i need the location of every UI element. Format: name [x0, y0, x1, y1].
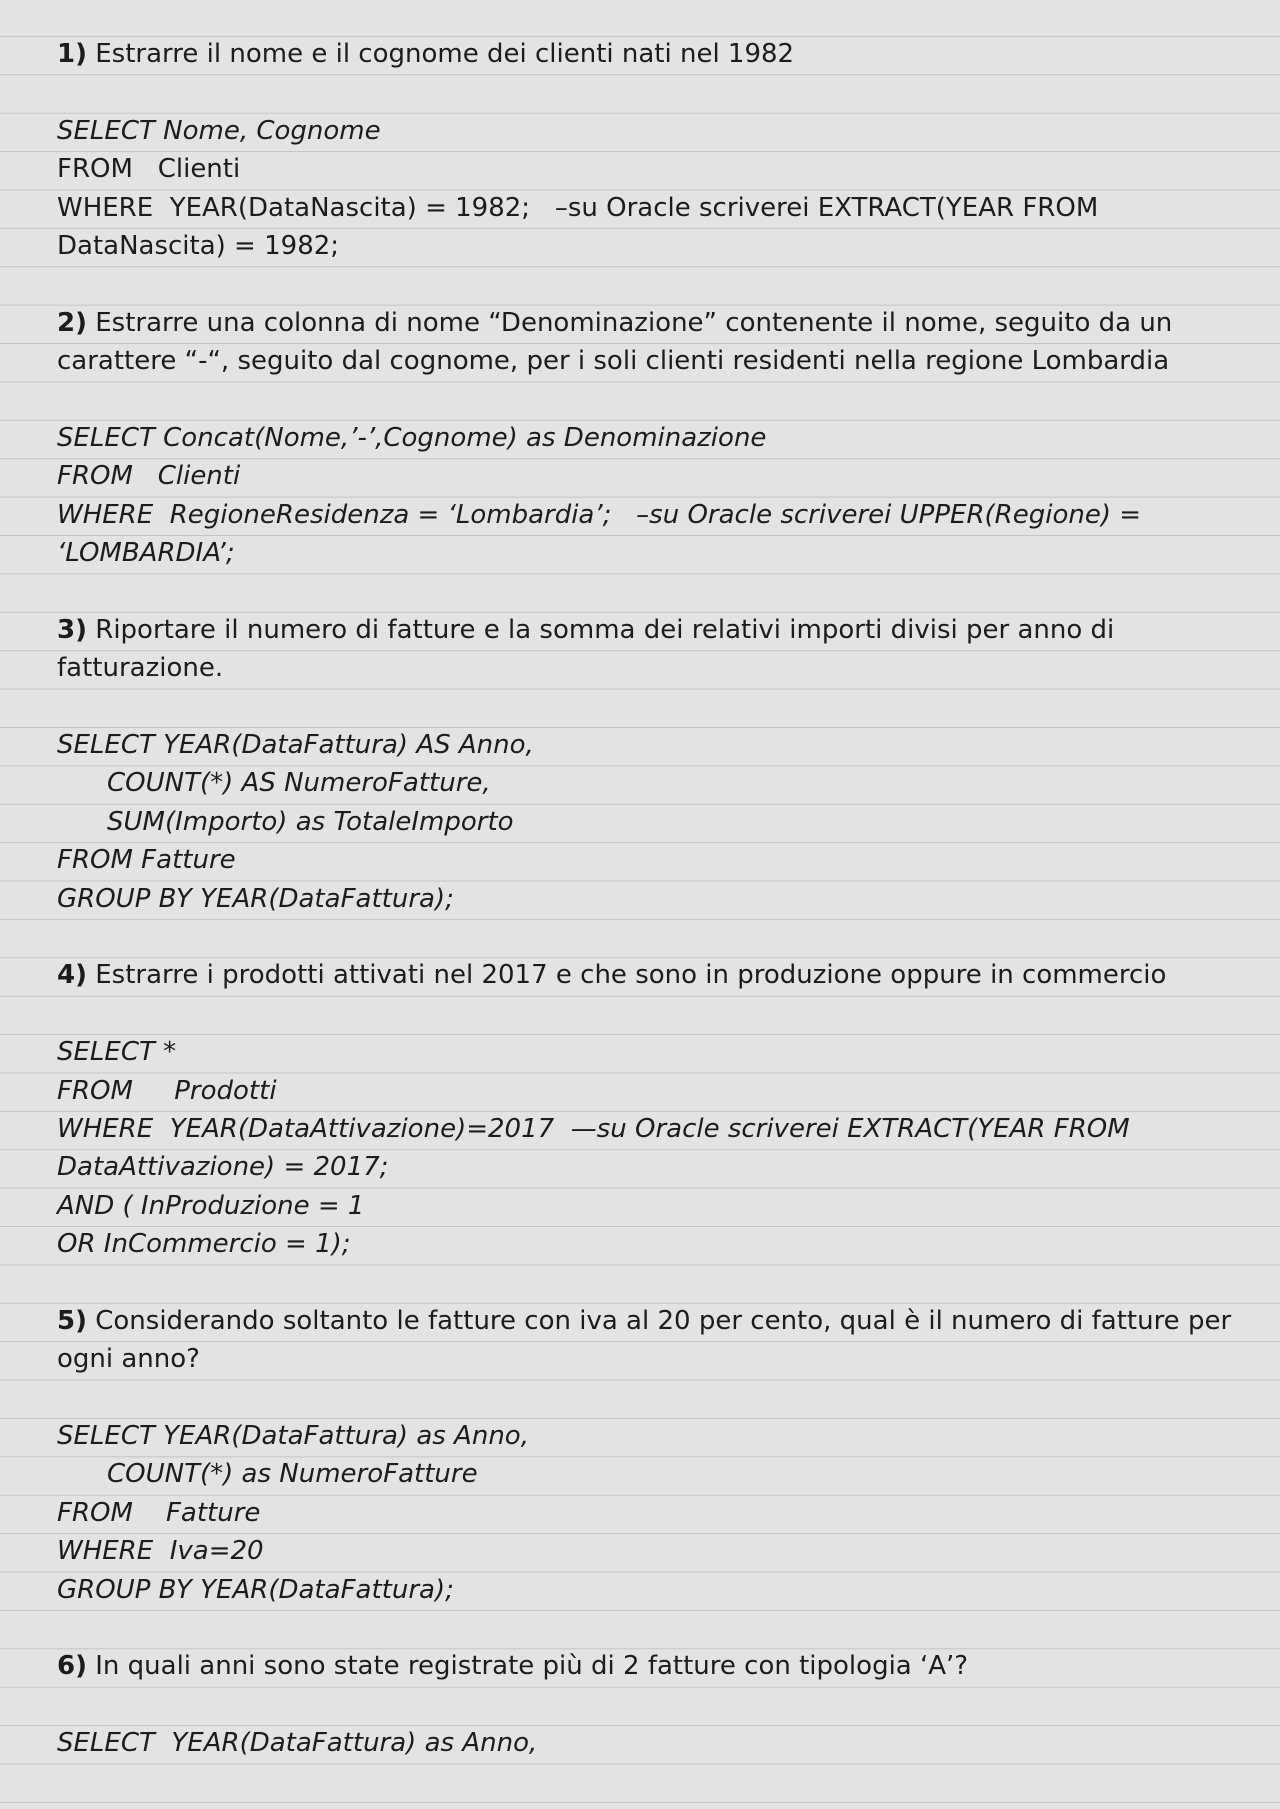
blank-line — [57, 265, 1257, 303]
sql-code-line: SELECT * — [57, 1037, 177, 1068]
sql-code-line: OR InCommercio = 1); — [57, 1229, 351, 1260]
blank-line — [57, 1609, 1257, 1647]
question-number: 6) — [57, 1651, 87, 1682]
question-number: 1) — [57, 39, 87, 69]
question-line — [57, 611, 1257, 649]
exercise-section — [57, 956, 1257, 1302]
blank-line — [57, 1379, 1257, 1417]
question-number: 2) — [57, 307, 87, 338]
question-line — [57, 1647, 1257, 1685]
sql-code-line: SELECT YEAR(DataFattura) as Anno, — [57, 1421, 529, 1452]
question-text: ogni anno? — [57, 1344, 200, 1375]
question-line — [57, 1302, 1257, 1340]
sql-code-line: GROUP BY YEAR(DataFattura); — [57, 1574, 454, 1605]
question-line — [57, 35, 1257, 73]
sql-code-line: SELECT Nome, Cognome — [57, 115, 381, 146]
exercise-section — [57, 35, 1257, 304]
question-text: fatturazione. — [57, 653, 224, 684]
question-number: 5) — [57, 1305, 87, 1336]
question-number: 3) — [57, 614, 87, 645]
sql-code-line: WHERE RegioneResidenza = ‘Lombardia’; –su Oracle scriverei UPPER(Regione) = — [57, 499, 1142, 530]
exercise-section — [57, 1302, 1257, 1648]
question-text: Estrarre il nome e il cognome dei clienti nati nel 1982 — [86, 39, 795, 69]
blank-line — [57, 1264, 1257, 1302]
question-text: Estrarre una colonna di nome “Denominazione” contenente il nome, seguito da un — [86, 307, 1173, 338]
question-line — [57, 1340, 1257, 1378]
question-text: Considerando soltanto le fatture con iva al 20 per cento, qual è il numero di fatture per — [86, 1305, 1232, 1336]
blank-line — [57, 1686, 1257, 1724]
blank-line — [57, 572, 1257, 610]
question-text: Riportare il numero di fatture e la somma dei relativi importi divisi per anno di — [86, 614, 1115, 645]
sql-code-line: ‘LOMBARDIA’; — [57, 538, 235, 569]
sql-code-line: AND ( InProduzione = 1 — [57, 1190, 365, 1221]
sql-code-line: FROM Fatture — [57, 845, 236, 876]
exercise-section — [57, 304, 1257, 611]
sql-code-line: SELECT YEAR(DataFattura) as Anno, — [57, 1728, 538, 1759]
sql-code-line: DataAttivazione) = 2017; — [57, 1152, 389, 1183]
sql-code-line: WHERE YEAR(DataAttivazione)=2017 —su Oracle scriverei EXTRACT(YEAR FROM — [57, 1113, 1130, 1144]
question-line — [57, 649, 1257, 687]
sql-code-line: WHERE YEAR(DataNascita) = 1982; –su Oracle scriverei EXTRACT(YEAR FROM — [57, 192, 1099, 223]
blank-line — [57, 381, 1257, 419]
sql-code-line: GROUP BY YEAR(DataFattura); — [57, 883, 454, 914]
question-text: In quali anni sono state registrate più di 2 fatture con tipologia ‘A’? — [86, 1651, 969, 1682]
sql-code-line: COUNT(*) as NumeroFatture — [107, 1459, 478, 1490]
sql-code-line: FROM Prodotti — [57, 1075, 277, 1106]
sql-code-line: FROM Clienti — [57, 461, 241, 492]
sql-code-line: SELECT Concat(Nome,’-’,Cognome) as Denominazione — [57, 422, 767, 453]
blank-line — [57, 995, 1257, 1033]
question-line — [57, 342, 1257, 380]
question-text: Estrarre i prodotti attivati nel 2017 e che sono in produzione oppure in commercio — [86, 960, 1167, 991]
question-line — [57, 956, 1257, 994]
sql-code-line: DataNascita) = 1982; — [57, 230, 340, 261]
sql-code-line: FROM Clienti — [57, 154, 241, 185]
exercise-list — [57, 35, 1257, 1763]
sql-code-line: WHERE Iva=20 — [57, 1536, 264, 1567]
blank-line — [57, 688, 1257, 726]
blank-line — [57, 73, 1257, 111]
question-number: 4) — [57, 960, 87, 991]
sql-code-line: SUM(Importo) as TotaleImporto — [107, 806, 514, 837]
exercise-section — [57, 611, 1257, 957]
sql-code-line: COUNT(*) AS NumeroFatture, — [107, 768, 491, 799]
question-text: carattere “-“, seguito dal cognome, per i soli clienti residenti nella regione Lombardia — [57, 346, 1170, 377]
question-line — [57, 304, 1257, 342]
exercise-section — [57, 1647, 1257, 1762]
blank-line — [57, 918, 1257, 956]
sql-code-line: SELECT YEAR(DataFattura) AS Anno, — [57, 730, 534, 761]
sql-code-line: FROM Fatture — [57, 1497, 261, 1528]
